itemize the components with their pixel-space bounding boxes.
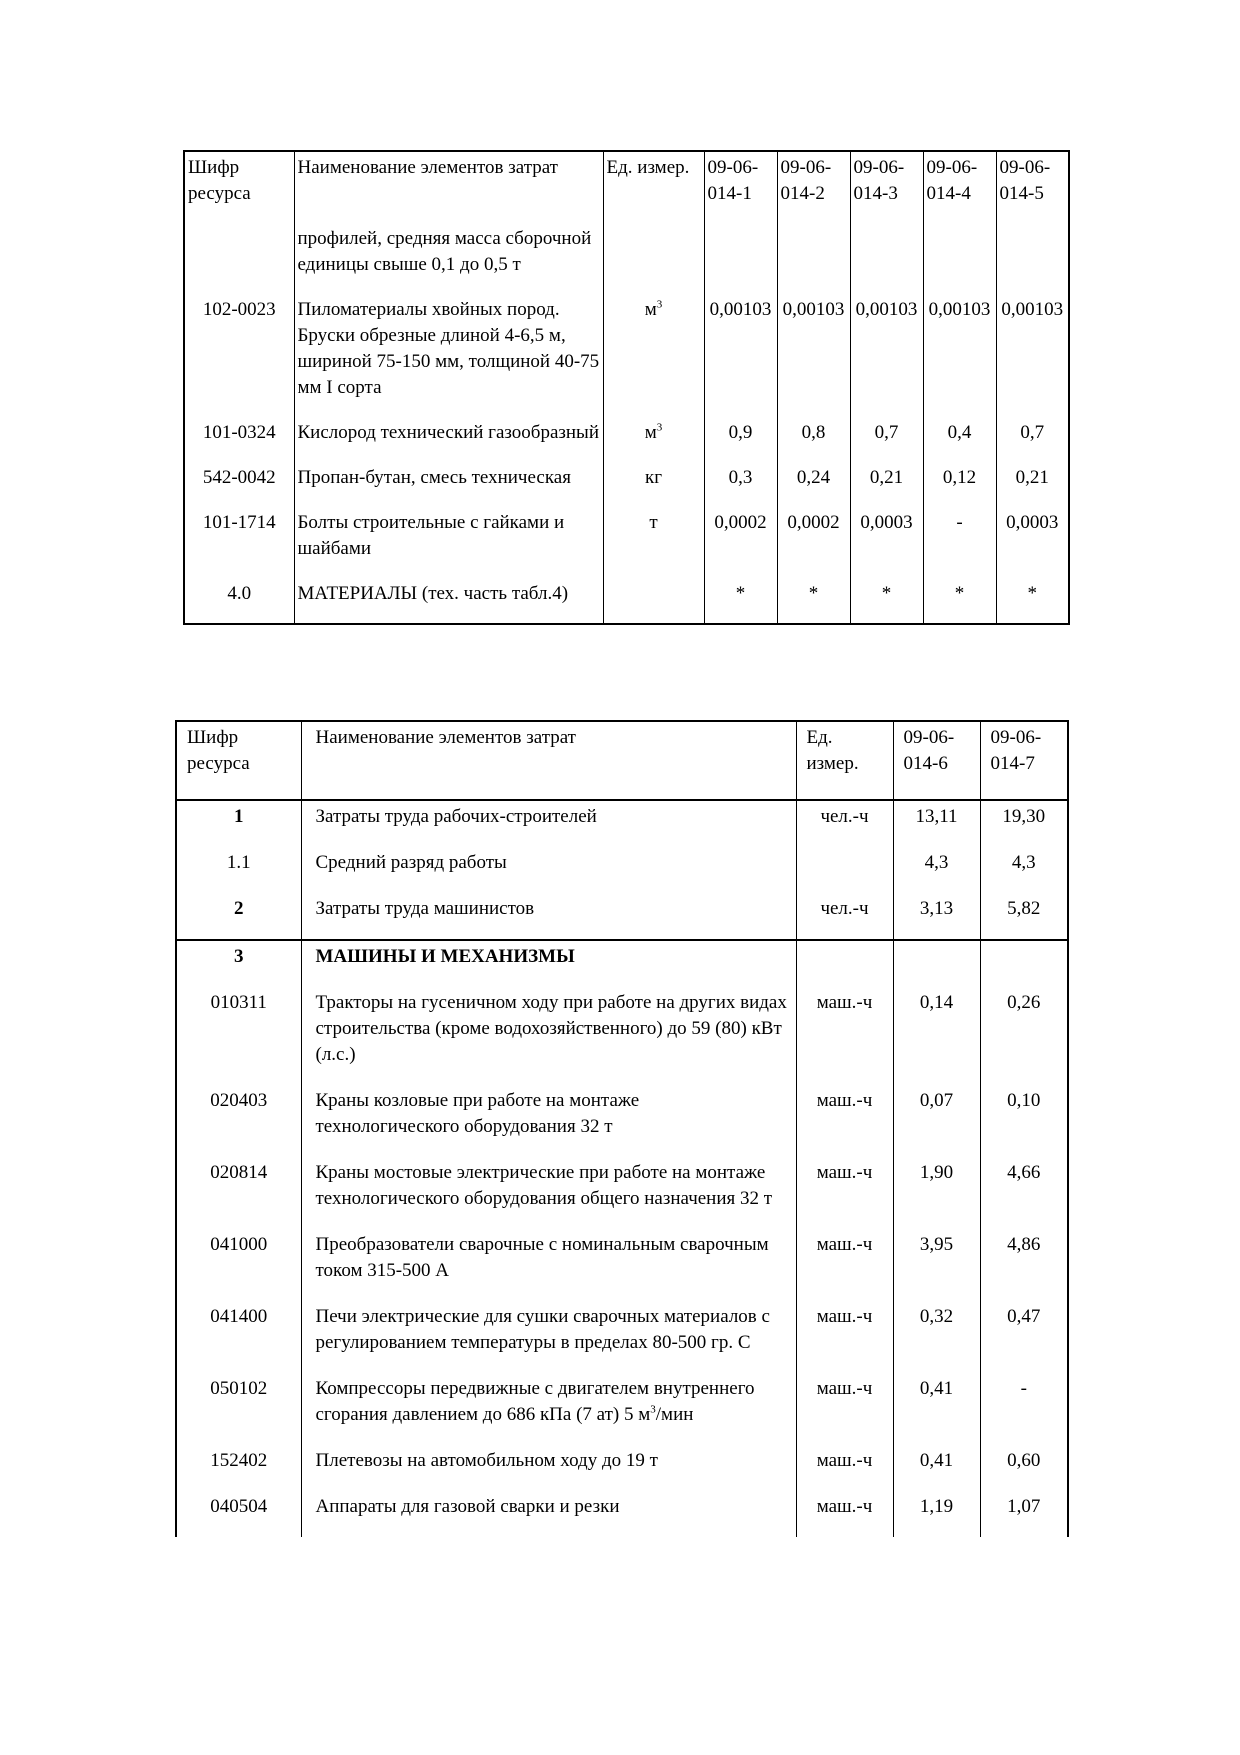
header-col: 09-06-014-2 — [777, 151, 850, 223]
resource-name: МАТЕРИАЛЫ (тех. часть табл.4) — [294, 578, 603, 624]
unit — [603, 462, 704, 507]
resource-name — [301, 1445, 796, 1491]
resource-code: 2 — [176, 893, 301, 940]
header-col: 09-06-014-6 — [893, 721, 980, 800]
resource-name-text: Аппараты для газовой сварки и резки — [315, 1496, 620, 1517]
value-cell: 0,10 — [980, 1085, 1068, 1157]
unit-exponent: 3 — [656, 298, 663, 311]
value-cell: 4,3 — [980, 847, 1068, 893]
resource-name — [301, 893, 796, 940]
table-row — [184, 294, 1069, 417]
value-cell — [996, 223, 1069, 294]
name-exponent: 3 — [650, 1403, 656, 1416]
header-name: Наименование элементов затрат — [294, 151, 603, 223]
table-row — [184, 417, 1069, 462]
resource-code: 4.0 — [184, 578, 294, 624]
table-header-row — [184, 151, 1069, 223]
materials-table — [183, 150, 1070, 625]
resource-code: 101-1714 — [184, 507, 294, 578]
unit: маш.-ч — [796, 1301, 893, 1373]
resource-code: 101-0324 — [184, 417, 294, 462]
value-cell — [704, 223, 777, 294]
value-cell — [923, 223, 996, 294]
resource-name-text: Краны козловые при работе на монтаже технологического оборудования 32 т — [315, 1090, 640, 1137]
value-cell: * — [704, 578, 777, 624]
value-cell: 3,95 — [893, 1229, 980, 1301]
value-cell: 0,07 — [893, 1085, 980, 1157]
resource-name-text: Плетевозы на автомобильном ходу до 19 т — [315, 1450, 658, 1471]
unit — [796, 847, 893, 893]
unit — [603, 507, 704, 578]
unit: маш.-ч — [796, 1445, 893, 1491]
resource-name — [301, 987, 796, 1085]
value-cell: - — [923, 507, 996, 578]
resource-name: Пиломатериалы хвойных пород. Бруски обрезные длиной 4-6,5 м, шириной 75-150 мм, толщиной 40-75 мм I сорта — [294, 294, 603, 417]
unit-exponent: 3 — [656, 421, 663, 434]
resource-name — [301, 847, 796, 893]
table-row — [176, 1157, 1068, 1229]
header-name: Наименование элементов затрат — [301, 721, 796, 800]
resource-name-text: Печи электрические для сушки сварочных материалов с регулированием температуры в пределах 80-500 гр. С — [315, 1306, 770, 1353]
unit — [603, 294, 704, 417]
value-cell — [777, 223, 850, 294]
header-col: 09-06-014-7 — [980, 721, 1068, 800]
name-tail: /мин — [655, 1404, 694, 1425]
resource-name-text: Затраты труда машинистов — [315, 898, 535, 919]
value-cell: 1,90 — [893, 1157, 980, 1229]
value-cell: 13,11 — [893, 800, 980, 847]
resource-name-text: Краны мостовые электрические при работе на монтаже технологического оборудования общего назначения 32 т — [315, 1162, 773, 1209]
value-cell: 0,41 — [893, 1445, 980, 1491]
value-cell: 0,00103 — [777, 294, 850, 417]
value-cell: 0,32 — [893, 1301, 980, 1373]
value-cell: 0,7 — [850, 417, 923, 462]
value-cell: 0,47 — [980, 1301, 1068, 1373]
resource-code: 050102 — [176, 1373, 301, 1445]
header-code: Шифр ресурса — [176, 721, 301, 800]
value-cell: 0,0003 — [996, 507, 1069, 578]
resource-name — [301, 1085, 796, 1157]
table-row — [176, 1085, 1068, 1157]
table-row — [184, 507, 1069, 578]
resource-code: 1 — [176, 800, 301, 847]
value-cell: 0,7 — [996, 417, 1069, 462]
resource-name: Болты строительные с гайками и шайбами — [294, 507, 603, 578]
header-col: 09-06-014-1 — [704, 151, 777, 223]
value-cell: 0,00103 — [850, 294, 923, 417]
unit — [603, 223, 704, 294]
resource-name-text: Средний разряд работы — [315, 852, 507, 873]
resource-name: Кислород технический газообразный — [294, 417, 603, 462]
resource-code: 3 — [176, 940, 301, 987]
resource-code: 152402 — [176, 1445, 301, 1491]
table-row — [184, 462, 1069, 507]
unit: маш.-ч — [796, 1373, 893, 1445]
unit: маш.-ч — [796, 1085, 893, 1157]
table-row — [176, 847, 1068, 893]
value-cell: 0,24 — [777, 462, 850, 507]
value-cell: 0,12 — [923, 462, 996, 507]
unit — [796, 940, 893, 987]
value-cell: 0,60 — [980, 1445, 1068, 1491]
resource-name — [301, 940, 796, 987]
table-row — [184, 578, 1069, 624]
resource-name — [301, 1301, 796, 1373]
table-row — [176, 1301, 1068, 1373]
unit-text: кг — [644, 467, 663, 488]
value-cell — [850, 223, 923, 294]
resource-name-text: Компрессоры передвижные с двигателем внутреннего сгорания давлением до 686 кПа (7 ат) 5 м — [315, 1378, 755, 1425]
unit — [603, 578, 704, 624]
value-cell: * — [777, 578, 850, 624]
value-cell: 4,3 — [893, 847, 980, 893]
resource-name — [301, 1229, 796, 1301]
resource-code: 1.1 — [176, 847, 301, 893]
table-row — [176, 1445, 1068, 1491]
value-cell: 0,14 — [893, 987, 980, 1085]
resource-code: 102-0023 — [184, 294, 294, 417]
resource-name-text: Тракторы на гусеничном ходу при работе на других видах строительства (кроме водохозяйственного) до 59 (80) кВт (л.с.) — [315, 992, 787, 1065]
unit: маш.-ч — [796, 987, 893, 1085]
value-cell: 3,13 — [893, 893, 980, 940]
value-cell: * — [923, 578, 996, 624]
value-cell: 19,30 — [980, 800, 1068, 847]
value-cell: 0,26 — [980, 987, 1068, 1085]
value-cell: 0,21 — [996, 462, 1069, 507]
value-cell — [980, 940, 1068, 987]
value-cell: 0,0002 — [777, 507, 850, 578]
header-code: Шифр ресурса — [184, 151, 294, 223]
value-cell: 0,00103 — [996, 294, 1069, 417]
resource-code: 010311 — [176, 987, 301, 1085]
value-cell: 4,66 — [980, 1157, 1068, 1229]
value-cell: * — [850, 578, 923, 624]
resource-code: 020814 — [176, 1157, 301, 1229]
resource-code: 041400 — [176, 1301, 301, 1373]
unit: маш.-ч — [796, 1157, 893, 1229]
resource-name — [301, 1491, 796, 1537]
table-header-row — [176, 721, 1068, 800]
value-cell: 1,07 — [980, 1491, 1068, 1537]
value-cell: 0,21 — [850, 462, 923, 507]
value-cell: 0,9 — [704, 417, 777, 462]
value-cell: 0,00103 — [704, 294, 777, 417]
value-cell: 1,19 — [893, 1491, 980, 1537]
table-row — [176, 1229, 1068, 1301]
value-cell: * — [996, 578, 1069, 624]
labor-machines-table — [175, 720, 1069, 1537]
value-cell: - — [980, 1373, 1068, 1445]
value-cell: 5,82 — [980, 893, 1068, 940]
resource-name-text: МАШИНЫ И МЕХАНИЗМЫ — [315, 946, 575, 967]
resource-code — [184, 223, 294, 294]
unit: чел.-ч — [796, 893, 893, 940]
value-cell: 0,0002 — [704, 507, 777, 578]
header-col: 09-06-014-4 — [923, 151, 996, 223]
resource-name-text: Преобразователи сварочные с номинальным сварочным током 315-500 А — [315, 1234, 769, 1281]
unit: маш.-ч — [796, 1491, 893, 1537]
unit: чел.-ч — [796, 800, 893, 847]
resource-name — [301, 1157, 796, 1229]
resource-name: профилей, средняя масса сборочной единицы свыше 0,1 до 0,5 т — [294, 223, 603, 294]
table-row — [176, 940, 1068, 987]
value-cell: 0,3 — [704, 462, 777, 507]
unit-text: м — [644, 422, 657, 443]
header-unit: Ед. измер. — [796, 721, 893, 800]
unit — [603, 417, 704, 462]
table-row — [176, 800, 1068, 847]
value-cell — [893, 940, 980, 987]
resource-code: 041000 — [176, 1229, 301, 1301]
value-cell: 0,8 — [777, 417, 850, 462]
resource-name — [301, 1373, 796, 1445]
unit-text: м — [644, 299, 657, 320]
resource-name-text: Затраты труда рабочих-строителей — [315, 806, 597, 827]
value-cell: 0,0003 — [850, 507, 923, 578]
table-row — [176, 893, 1068, 940]
value-cell: 0,41 — [893, 1373, 980, 1445]
value-cell: 0,4 — [923, 417, 996, 462]
resource-name: Пропан-бутан, смесь техническая — [294, 462, 603, 507]
resource-name — [301, 800, 796, 847]
table-row — [184, 223, 1069, 294]
resource-code: 020403 — [176, 1085, 301, 1157]
unit-text: т — [649, 512, 658, 533]
resource-code: 040504 — [176, 1491, 301, 1537]
value-cell: 0,00103 — [923, 294, 996, 417]
table-row — [176, 987, 1068, 1085]
header-col: 09-06-014-5 — [996, 151, 1069, 223]
header-col: 09-06-014-3 — [850, 151, 923, 223]
resource-code: 542-0042 — [184, 462, 294, 507]
value-cell: 4,86 — [980, 1229, 1068, 1301]
table-row — [176, 1373, 1068, 1445]
header-unit: Ед. измер. — [603, 151, 704, 223]
table-row — [176, 1491, 1068, 1537]
unit: маш.-ч — [796, 1229, 893, 1301]
